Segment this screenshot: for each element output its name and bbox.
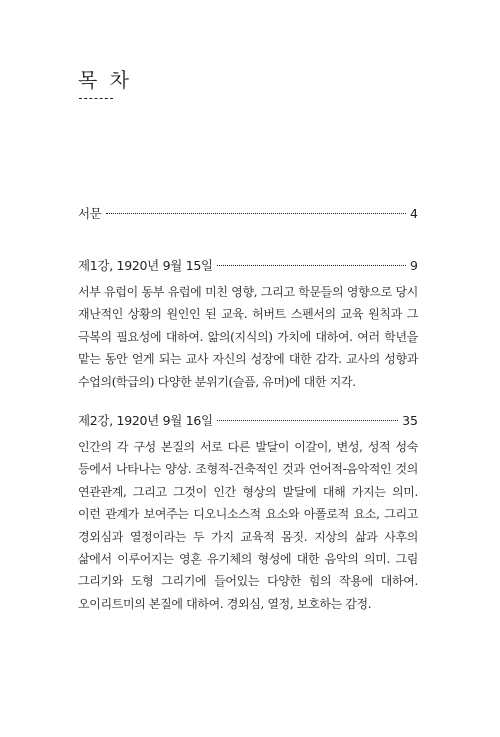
toc-line bbox=[78, 412, 418, 430]
leader-dots bbox=[106, 212, 406, 214]
page-title: 목 차 bbox=[78, 68, 132, 92]
toc-line bbox=[78, 205, 418, 223]
toc-heading: 제2강, 1920년 9월 16일 bbox=[78, 413, 213, 428]
leader-dots bbox=[217, 264, 406, 266]
toc-description: 인간의 각 구성 본질의 서로 다른 발달이 이갈이, 변성, 성적 성숙 등에서 나타나는 양상. 조형적-건축적인 것과 언어적-음악적인 것의 연관관계, 그리고 그것이 인간 형상의 발달에 대해 가지는 의미. 이런 관계가 보여주는 디오니소스적 요소와 아폴로적 요소, 그리고 경외심과 열정이라는 두 가지 교육적 몸짓. 지상의 삶과 사후의 삶에서 이루어지는 영혼 유기체의 형성에 대한 음악의 의미. 그림 그리기와 도형 그리기에 들어있는 다양한 힘의 작용에 대하여. 오이리트미의 본질에 대하여. 경외심, 열정, 보호하는 감정. bbox=[78, 440, 418, 611]
toc-page-number: 9 bbox=[410, 258, 418, 273]
toc-heading: 제1강, 1920년 9월 15일 bbox=[78, 258, 213, 273]
toc-page-number: 4 bbox=[410, 206, 418, 221]
toc-entry-lecture-1[interactable] bbox=[78, 257, 418, 393]
toc-description: 서부 유럽이 동부 유럽에 미친 영향, 그리고 학문들의 영향으로 당시 재난적인 상황의 원인인 된 교육. 허버트 스펜서의 교육 원칙과 그 극복의 필요성에 대하여. 앎의(지식의) 가치에 대하여. 여러 학년을 맡는 동안 얻게 되는 교사 자신의 성장에 대한 감각. 교사의 성향과 수업의(학급의) 다양한 분위기(슬픔, 유머)에 대한 지각. bbox=[78, 285, 418, 389]
toc-line bbox=[78, 257, 418, 275]
toc-page-number: 35 bbox=[402, 413, 418, 428]
toc-entry-lecture-2[interactable] bbox=[78, 412, 418, 615]
leader-dots bbox=[217, 419, 398, 421]
toc-heading: 서문 bbox=[78, 206, 102, 221]
toc-entry-preface[interactable] bbox=[78, 205, 418, 223]
title-underline bbox=[79, 98, 113, 99]
